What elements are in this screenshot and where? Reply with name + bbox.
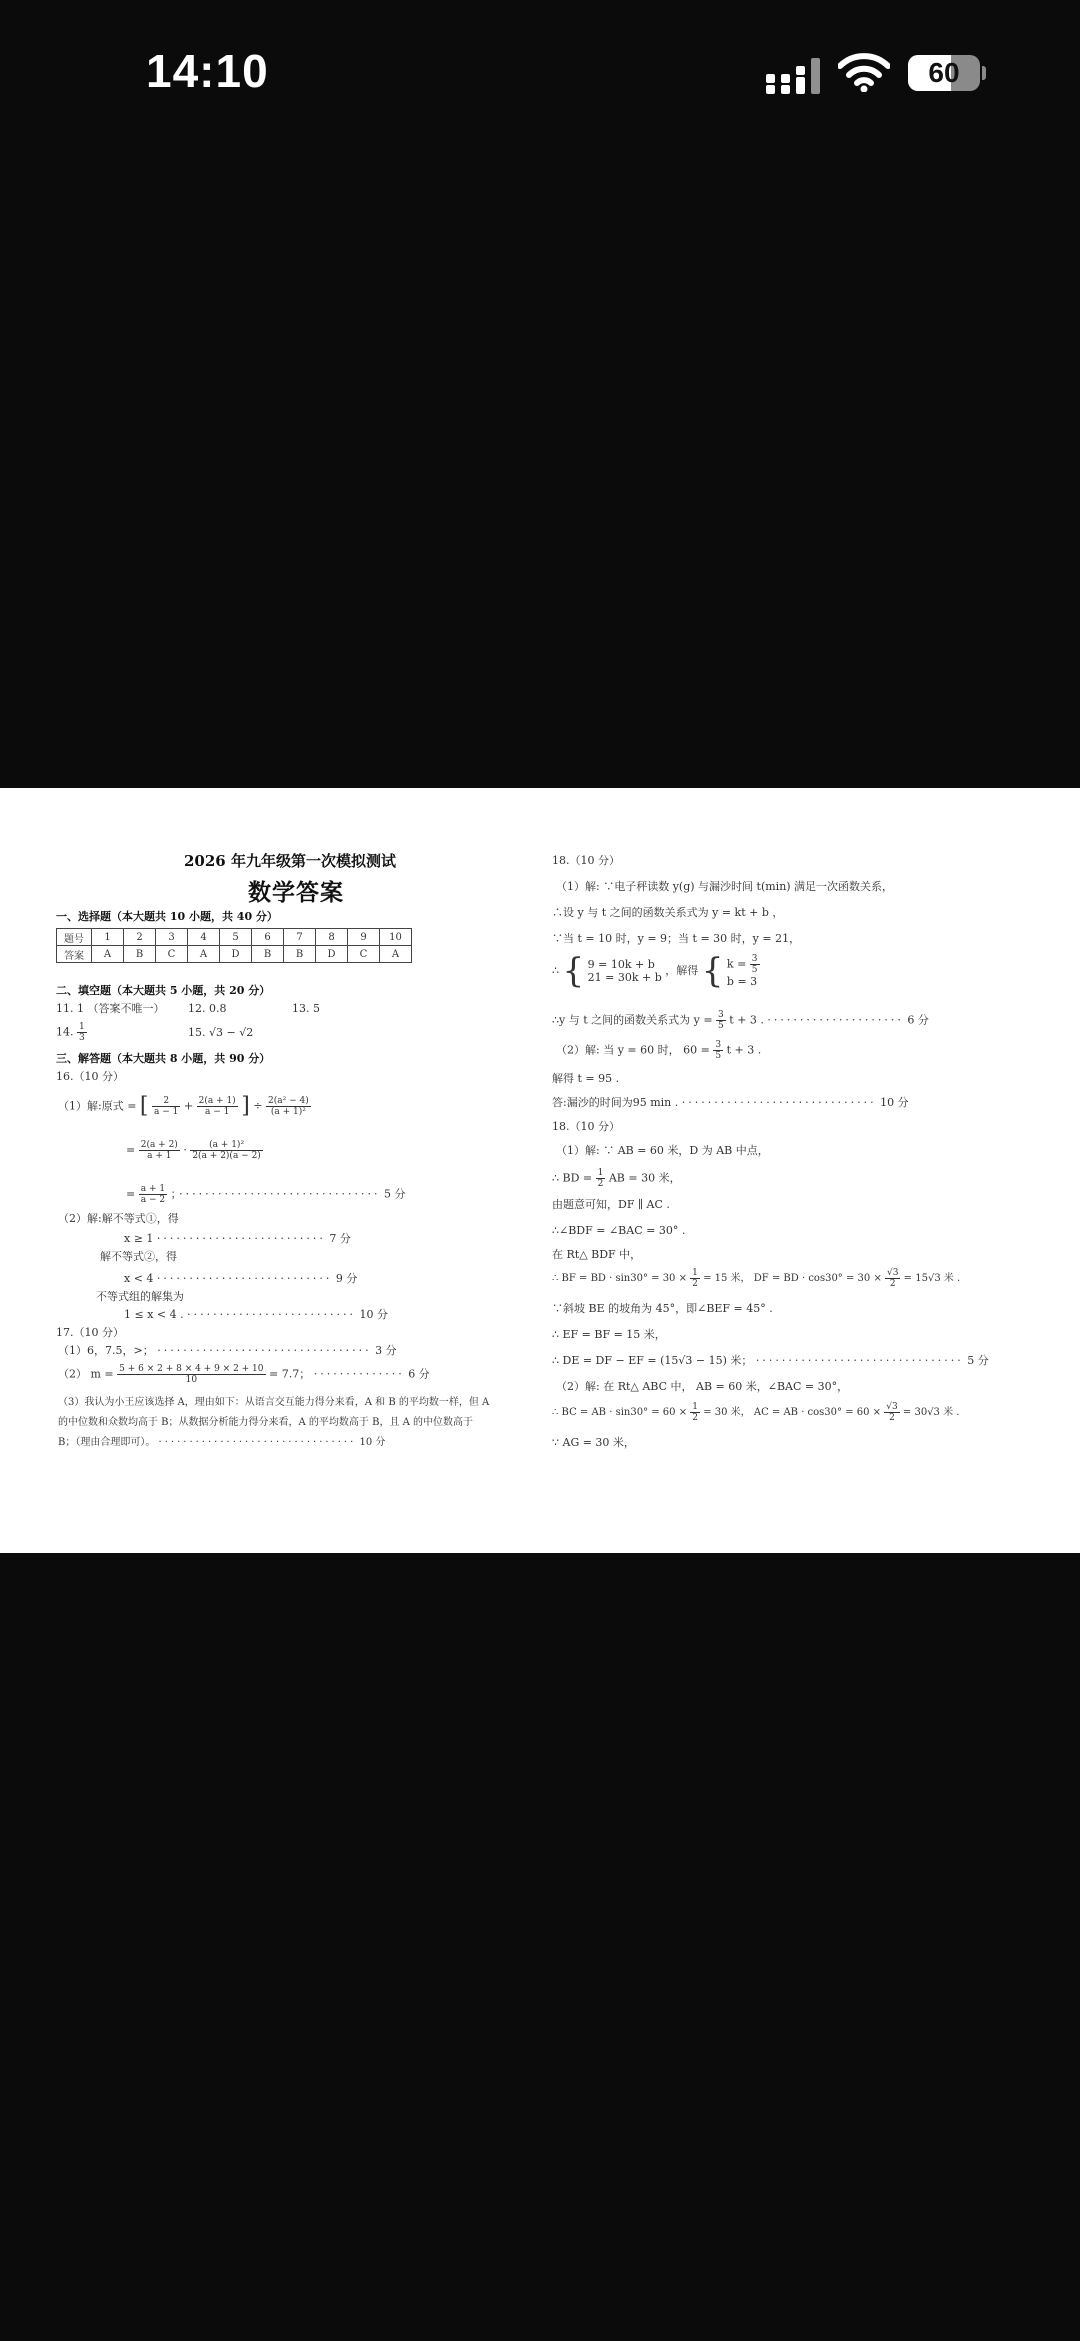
table-cell: 6 [252, 929, 284, 946]
q18-line1: （1）解: ∵电子秤读数 y(g) 与漏沙时间 t(min) 满足一次函数关系， [556, 880, 894, 893]
q18-line6 [556, 1040, 761, 1061]
frac-num: √3 [887, 1268, 899, 1278]
q16-ineq1 [124, 1232, 351, 1246]
frac-den: 2(a + 2)(a − 2) [192, 1151, 261, 1161]
doc-title: 2026 年九年级第一次模拟测试 [184, 852, 396, 870]
score-label: 5 分 [967, 1354, 989, 1367]
frac-den: 5 [751, 965, 758, 975]
frac-num: 1 [597, 1168, 604, 1178]
table-cell: C [156, 946, 188, 963]
bracket: [ [139, 1093, 149, 1119]
score-label: 5 分 [383, 1187, 406, 1201]
frac-den: 5 [718, 1021, 724, 1031]
table-cell: 5 [220, 929, 252, 946]
score-label: 7 分 [329, 1232, 351, 1245]
frac-num: a + 1 [140, 1184, 166, 1194]
q17-part3-line2: 的中位数和众数均高于 B；从数据分析能力得分来看，A 的平均数高于 B，且 A 的中位数高于 [58, 1417, 474, 1428]
bracket: ] [241, 1093, 250, 1119]
q18b-line10: （2）解: 在 Rt△ ABC 中， AB = 60 米，∠BAC = 30°， [556, 1380, 849, 1393]
score-label: 10 分 [880, 1096, 909, 1109]
frac-num: 5 + 6 × 2 + 8 × 4 + 9 × 2 + 10 [119, 1364, 264, 1374]
fraction [690, 1402, 700, 1423]
q17-part2-label: （2） m = [58, 1367, 114, 1381]
q14-answer [56, 1022, 87, 1043]
table-cell: D [220, 946, 252, 963]
line-text: = 30√3 米 . [902, 1407, 960, 1418]
solution-stack [727, 954, 760, 988]
line-text: ∴y 与 t 之间的函数关系式为 y = [552, 1013, 713, 1027]
b-value: b = 3 [726, 975, 758, 988]
frac-den: 2 [692, 1413, 699, 1423]
q14-fraction [77, 1022, 87, 1043]
fraction [139, 1184, 167, 1205]
q18-line7: 解得 t = 95 . [552, 1072, 620, 1085]
q17-part2-result: = 7.7； [269, 1367, 311, 1381]
fraction [596, 1168, 606, 1189]
q18-line8 [552, 1096, 909, 1110]
frac-den: a + 1 [147, 1151, 172, 1161]
line-text: （2）解: 当 y = 60 时， 60 = [556, 1043, 710, 1057]
fraction [117, 1364, 265, 1385]
q18-line3: ∵当 t = 10 时，y = 9；当 t = 30 时，y = 21， [552, 932, 801, 945]
q18b-line3: 由题意可知，DF ∥ AC . [552, 1198, 670, 1211]
q18b-header: 18.（10 分） [552, 1120, 620, 1133]
table-row [57, 929, 412, 946]
table-cell: 10 [380, 929, 412, 946]
frac-num: 3 [718, 1010, 724, 1020]
frac-num: 2 [152, 1096, 180, 1107]
q17-part1-text: （1）6，7.5，>； [58, 1344, 154, 1357]
ineq-text: x ≥ 1 [124, 1232, 154, 1245]
line-text: ∴ BF = BD · sin30° = 30 × [552, 1273, 687, 1284]
q16-range [124, 1308, 388, 1322]
q18-system [552, 951, 760, 991]
table-cell: 8 [316, 929, 348, 946]
table-cell: A [188, 946, 220, 963]
battery-percent: 60 [928, 57, 960, 88]
frac-num: 3 [751, 954, 758, 964]
k-label: k = [726, 957, 747, 971]
fraction [713, 1040, 723, 1061]
q16-set-label: 不等式组的解集为 [96, 1290, 184, 1303]
q18b-line9 [552, 1354, 989, 1368]
frac-num: 1 [692, 1268, 698, 1278]
line-text: t + 3 . [726, 1043, 762, 1057]
score-leader: ································· [157, 1344, 372, 1357]
range-text: 1 ≤ x < 4 . [124, 1308, 184, 1321]
fraction [884, 1402, 899, 1423]
q18b-line1: （1）解: ∵ AB = 60 米，D 为 AB 中点， [556, 1144, 769, 1157]
score-leader: ；······························· [170, 1187, 381, 1201]
times-sign: · [183, 1143, 187, 1157]
frac-num: √3 [886, 1402, 898, 1412]
q16-header: 16.（10 分） [56, 1070, 124, 1083]
score-leader: ·························· [156, 1232, 326, 1245]
q16-part2: （2）解:解不等式①，得 [58, 1212, 179, 1225]
line-text: ∴ BC = AB · sin30° = 60 × [552, 1407, 688, 1418]
q15-answer: 15. √3 − √2 [188, 1026, 254, 1039]
q17-part2 [58, 1364, 430, 1385]
q12-answer: 12. 0.8 [188, 1002, 227, 1015]
table-cell: A [380, 946, 412, 963]
fraction [885, 1268, 900, 1289]
frac-num: (a + 1)² [190, 1140, 262, 1151]
q18b-line8: ∴ EF = BF = 15 米， [552, 1328, 666, 1341]
q18-line5 [552, 1010, 929, 1031]
frac-num: 2(a + 1) [198, 1096, 236, 1106]
frac-den: a − 1 [204, 1107, 230, 1117]
q16-part2b: 解不等式②，得 [100, 1250, 177, 1263]
frac-den: 5 [715, 1051, 722, 1061]
score-leader: ····················· [767, 1013, 904, 1027]
section2-header: 二、填空题（本大题共 5 小题，共 20 分） [56, 984, 271, 997]
frac-den: 10 [185, 1375, 198, 1385]
q17-part3-text: B；（理由合理即可）。 [58, 1437, 156, 1448]
score-leader: ··························· [156, 1272, 333, 1285]
table-cell: 1 [92, 929, 124, 946]
score-label: 3 分 [375, 1344, 397, 1357]
q18b-line2 [552, 1168, 681, 1189]
battery-icon [908, 55, 986, 91]
table-cell: 7 [284, 929, 316, 946]
fraction [152, 1096, 180, 1117]
score-leader: ································ [755, 1354, 964, 1367]
section3-header: 三、解答题（本大题共 8 小题，共 90 分） [56, 1052, 271, 1065]
frac-num: 1 [692, 1402, 699, 1412]
q14-label: 14. [56, 1025, 74, 1039]
score-label: 10 分 [359, 1437, 386, 1448]
score-leader: ································ [158, 1437, 357, 1448]
q16-step2 [126, 1140, 263, 1161]
line-text: 答:漏沙的时间为95 min . [552, 1096, 679, 1109]
ineq-text: x < 4 [124, 1272, 154, 1285]
equation: 21 = 30k + b [587, 971, 662, 984]
score-leader: ······························ [681, 1096, 877, 1109]
q16-part1-label: （1）解:原式 = [58, 1099, 137, 1113]
equals-sign: = [126, 1143, 136, 1157]
q18b-line5: 在 Rt△ BDF 中， [552, 1248, 642, 1261]
table-cell: C [348, 946, 380, 963]
fraction [139, 1140, 180, 1161]
solve-label: ，解得 [665, 964, 699, 977]
table-cell: 答案 [57, 946, 92, 963]
frac-den: 2 [889, 1413, 895, 1423]
score-leader: ·························· [187, 1308, 357, 1321]
q17-part3-line3 [58, 1436, 385, 1450]
q18-line2: ∴设 y 与 t 之间的函数关系式为 y = kt + b ， [552, 906, 784, 919]
score-leader: ·············· [313, 1367, 405, 1381]
line-text: ∴ BD = [552, 1171, 593, 1185]
score-label: 10 分 [359, 1308, 389, 1321]
line-text: = 30 米， AC = AB · cos30° = 60 × [703, 1407, 882, 1418]
fraction [190, 1140, 262, 1161]
divide-sign: ÷ [253, 1099, 263, 1113]
q18b-line11 [552, 1402, 959, 1423]
cellular-signal-icon [766, 58, 822, 92]
frac-den: a − 2 [140, 1195, 166, 1205]
fraction [716, 1010, 726, 1031]
q18b-line12: ∵ AG = 30 米， [552, 1436, 635, 1449]
frac-num: 1 [79, 1022, 85, 1032]
status-bar [0, 0, 1080, 150]
score-label: 6 分 [408, 1367, 430, 1381]
q16-ineq2 [124, 1272, 357, 1286]
answer-table [56, 928, 412, 963]
line-text: = 15√3 米 . [903, 1273, 961, 1284]
score-label: 6 分 [907, 1013, 929, 1027]
line-text: = 15 米， DF = BD · cos30° = 30 × [703, 1273, 882, 1284]
table-cell: 4 [188, 929, 220, 946]
q17-header: 17.（10 分） [56, 1326, 124, 1339]
line-text: ∴ DE = DF − EF = (15√3 − 15) 米； [552, 1354, 753, 1367]
brace: { [562, 951, 585, 991]
frac-den: 2 [889, 1279, 896, 1289]
q17-part1 [58, 1344, 397, 1358]
fraction [266, 1096, 311, 1117]
answer-sheet-image [0, 788, 1080, 1553]
table-cell: 题号 [57, 929, 92, 946]
frac-num: 2(a + 2) [140, 1140, 178, 1150]
fraction [690, 1268, 700, 1289]
therefore-sign: ∴ [552, 964, 559, 977]
q17-part3-line1: （3）我认为小王应该选择 A，理由如下：从语言交互能力得分来看，A 和 B 的平均数一样，但 A [58, 1397, 490, 1408]
q13-answer: 13. 5 [292, 1002, 320, 1015]
q11-answer: 11. 1 （答案不唯一） [56, 1002, 165, 1015]
q16-step3 [126, 1184, 405, 1205]
q16-part1 [58, 1093, 311, 1119]
q18b-line6 [552, 1268, 960, 1289]
frac-den: (a + 1)² [270, 1107, 306, 1117]
table-cell: A [92, 946, 124, 963]
table-cell: B [284, 946, 316, 963]
line-text: t + 3 . [729, 1013, 764, 1027]
equals-sign: = [126, 1187, 136, 1201]
q18b-line7: ∵斜坡 BE 的坡角为 45°，即∠BEF = 45° . [552, 1302, 773, 1315]
equation-stack [588, 958, 662, 984]
score-label: 9 分 [335, 1272, 358, 1285]
table-cell: 3 [156, 929, 188, 946]
fraction [750, 954, 760, 975]
frac-den: 2 [692, 1279, 698, 1289]
brace: { [701, 951, 724, 991]
frac-den: 3 [79, 1033, 85, 1043]
wifi-icon [838, 52, 890, 92]
frac-num: 3 [715, 1040, 722, 1050]
fraction [197, 1096, 238, 1117]
table-cell: B [252, 946, 284, 963]
frac-num: 2(a² − 4) [268, 1096, 309, 1106]
table-cell: 9 [348, 929, 380, 946]
plus-sign: + [183, 1099, 194, 1113]
table-cell: D [316, 946, 348, 963]
section1-header: 一、选择题（本大题共 10 小题，共 40 分） [56, 910, 278, 923]
doc-subtitle: 数学答案 [248, 879, 344, 906]
status-time: 14:10 [146, 45, 269, 97]
equation: 9 = 10k + b [587, 958, 655, 971]
frac-den: a − 1 [154, 1107, 179, 1117]
q18b-line4: ∴∠BDF = ∠BAC = 30° . [552, 1224, 686, 1237]
frac-den: 2 [597, 1179, 604, 1189]
table-row [57, 946, 412, 963]
line-text: AB = 30 米， [608, 1171, 681, 1185]
table-cell: B [124, 946, 156, 963]
q18-header: 18.（10 分） [552, 854, 620, 867]
table-cell: 2 [124, 929, 156, 946]
